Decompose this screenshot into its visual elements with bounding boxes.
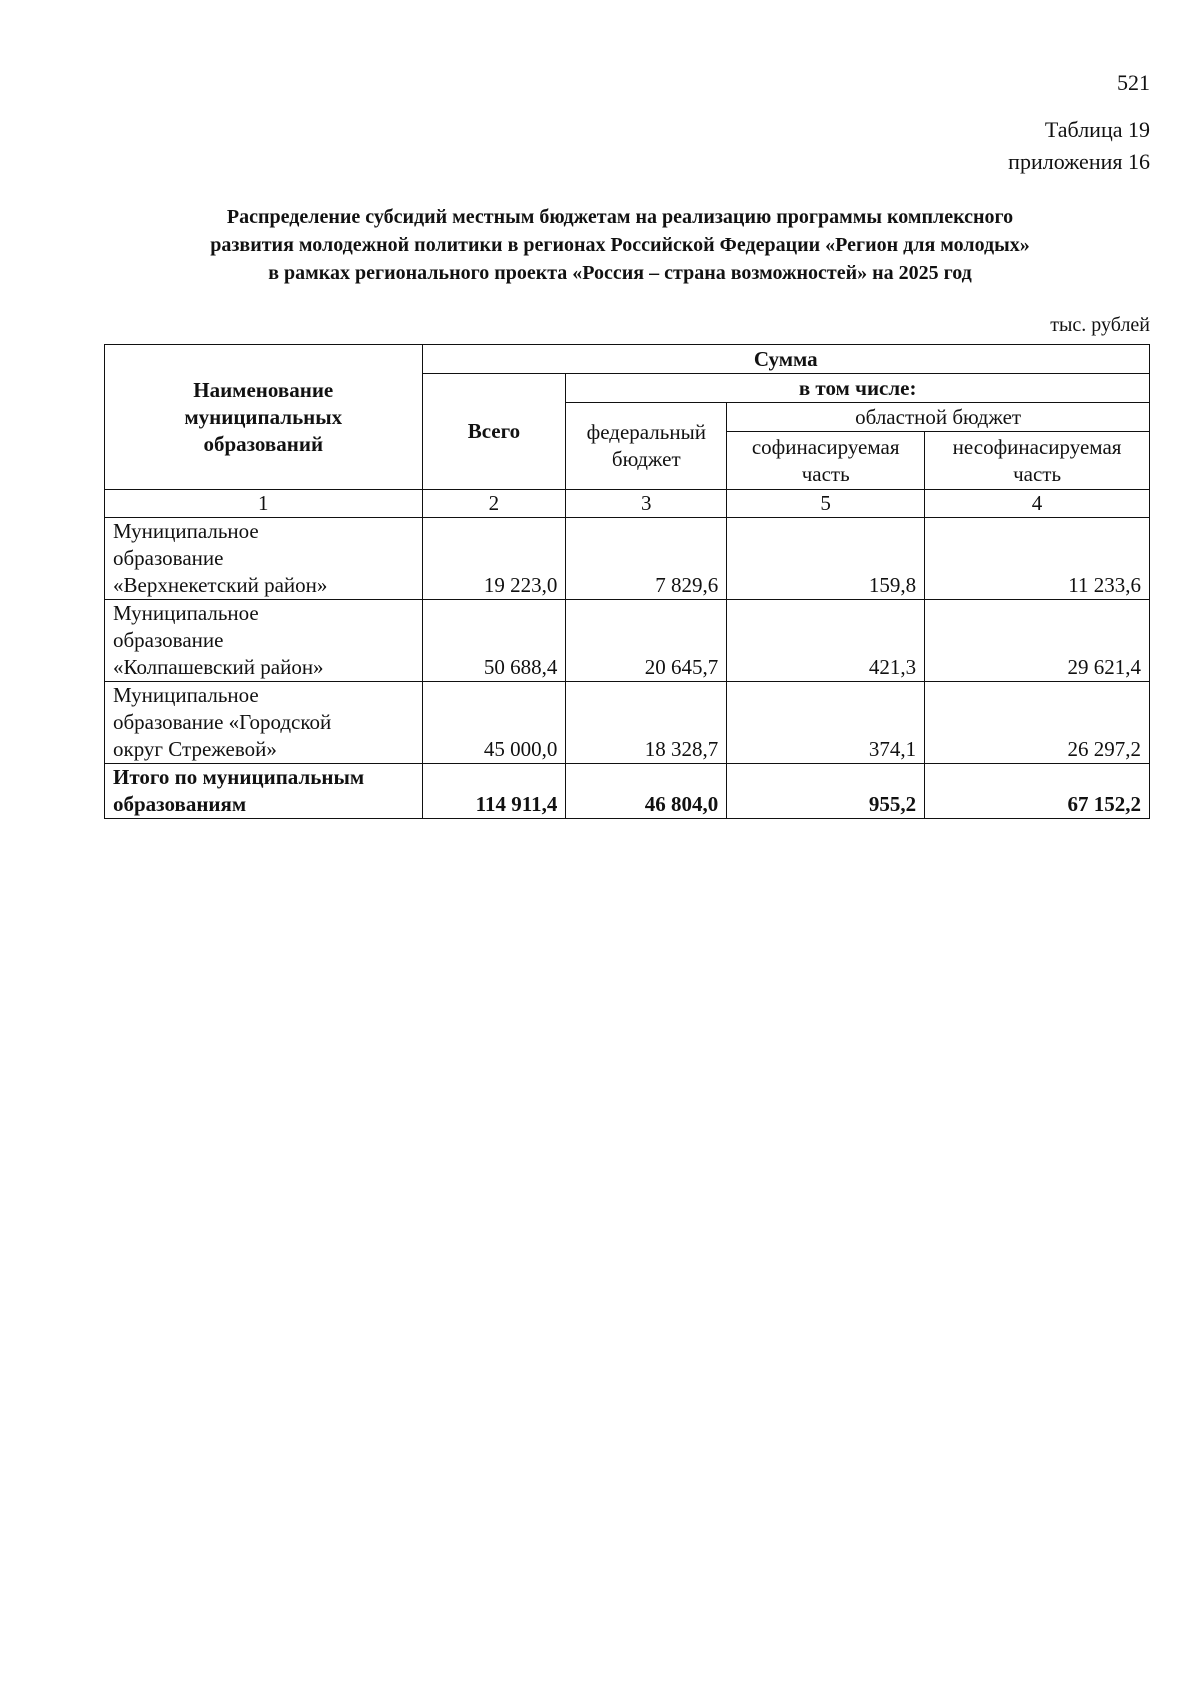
total-value: 50 688,4 <box>422 600 566 682</box>
totals-label-line2: образованиям <box>113 792 247 816</box>
title-line2: развития молодежной политики в регионах Российской Федерации «Регион для молодых» <box>210 234 1030 256</box>
totals-noncofinanced-value: 67 152,2 <box>925 764 1150 819</box>
title-line3: в рамках регионального проекта «Россия – страна возможностей» на 2025 год <box>268 262 972 284</box>
header-federal-line1: федеральный <box>586 420 706 444</box>
header-total: Всего <box>422 374 566 490</box>
totals-label <box>105 764 423 819</box>
subsidy-table <box>104 344 1150 819</box>
cofinanced-value: 421,3 <box>727 600 925 682</box>
column-number: 2 <box>422 490 566 518</box>
totals-label-line1: Итого по муниципальным <box>113 765 365 789</box>
header-noncofin-line1: несофинасируемая <box>952 434 1122 459</box>
noncofinanced-value: 26 297,2 <box>925 682 1150 764</box>
header-federal <box>566 403 727 490</box>
totals-row <box>105 764 1150 819</box>
table-row <box>105 600 1150 682</box>
header-sum: Сумма <box>422 345 1150 374</box>
total-value: 19 223,0 <box>422 518 566 600</box>
federal-value: 18 328,7 <box>566 682 727 764</box>
document-title <box>100 203 1140 287</box>
table-ref-line2: приложения 16 <box>1008 149 1150 174</box>
column-number: 5 <box>727 490 925 518</box>
table-row <box>105 518 1150 600</box>
table-row <box>105 682 1150 764</box>
page-number: 521 <box>1117 70 1150 95</box>
header-including: в том числе: <box>566 374 1150 403</box>
header-name-line1: Наименование <box>193 377 334 402</box>
cofinanced-value: 374,1 <box>727 682 925 764</box>
total-value: 45 000,0 <box>422 682 566 764</box>
header-noncofin-line2: часть <box>1013 461 1062 486</box>
header-name-line3: образований <box>203 431 324 456</box>
header-name-line2: муниципальных <box>184 404 343 429</box>
header-name <box>105 345 423 490</box>
name-line: округ Стрежевой» <box>113 737 277 761</box>
noncofinanced-value: 11 233,6 <box>925 518 1150 600</box>
header-cofinanced <box>727 432 925 490</box>
noncofinanced-value: 29 621,4 <box>925 600 1150 682</box>
header-federal-line2: бюджет <box>611 447 681 471</box>
cofinanced-value: 159,8 <box>727 518 925 600</box>
federal-value: 20 645,7 <box>566 600 727 682</box>
name-line: «Верхнекетский район» <box>113 573 328 597</box>
name-line: образование «Городской <box>113 710 332 734</box>
name-line: «Колпашевский район» <box>113 655 324 679</box>
header-cofin-line1: софинасируемая <box>751 434 900 459</box>
column-number: 3 <box>566 490 727 518</box>
federal-value: 7 829,6 <box>566 518 727 600</box>
table-reference <box>1008 114 1150 178</box>
header-noncofinanced <box>925 432 1150 490</box>
header-regional: областной бюджет <box>727 403 1150 432</box>
column-number: 1 <box>105 490 423 518</box>
title-line1: Распределение субсидий местным бюджетам на реализацию программы комплексного <box>226 206 1014 228</box>
municipality-name <box>105 682 423 764</box>
table-ref-line1: Таблица 19 <box>1044 117 1150 142</box>
name-line: Муниципальное <box>113 519 259 543</box>
name-line: образование <box>113 628 224 652</box>
name-line: образование <box>113 546 224 570</box>
municipality-name <box>105 600 423 682</box>
name-line: Муниципальное <box>113 683 259 707</box>
header-cofin-line2: часть <box>801 461 850 486</box>
totals-total-value: 114 911,4 <box>422 764 566 819</box>
totals-federal-value: 46 804,0 <box>566 764 727 819</box>
units-label: тыс. рублей <box>1050 314 1150 336</box>
name-line: Муниципальное <box>113 601 259 625</box>
municipality-name <box>105 518 423 600</box>
column-number: 4 <box>925 490 1150 518</box>
totals-cofinanced-value: 955,2 <box>727 764 925 819</box>
